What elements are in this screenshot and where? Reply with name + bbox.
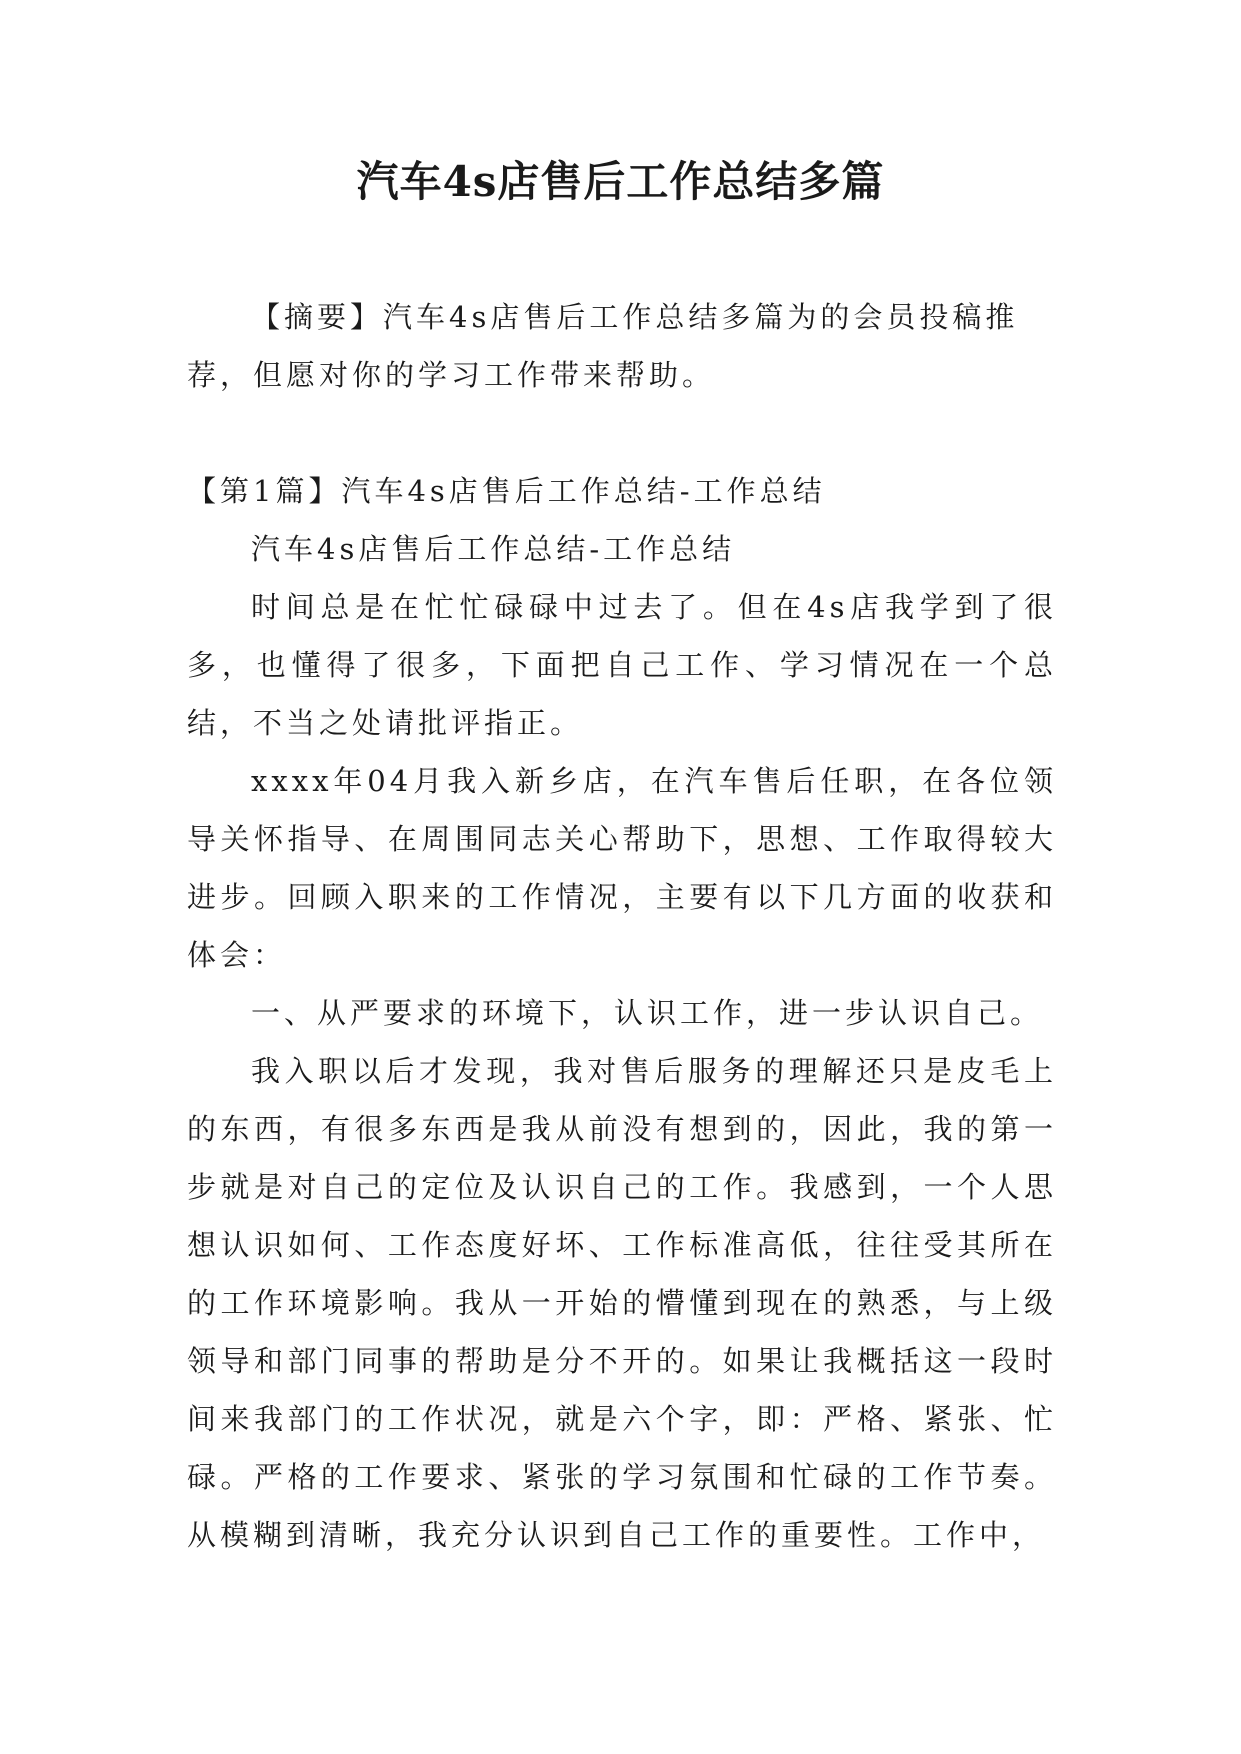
section-1 xyxy=(187,462,1057,1564)
document-title: 汽车4s店售后工作总结多篇 xyxy=(356,157,885,206)
section-heading: 【第1篇】汽车4s店售后工作总结-工作总结 xyxy=(187,474,826,508)
subheading-paragraph: 一、从严要求的环境下，认识工作，进一步认识自己。 xyxy=(251,996,1044,1030)
body-paragraph: 时间总是在忙忙碌碌中过去了。但在4s店我学到了很多，也懂得了很多，下面把自己工作、学习情况在一个总结，不当之处请批评指正。 xyxy=(187,590,1057,740)
body-paragraph: 我入职以后才发现，我对售后服务的理解还只是皮毛上的东西，有很多东西是我从前没有想到的，因此，我的第一步就是对自己的定位及认识自己的工作。我感到，一个人思想认识如何、工作态度好坏、工作标准高低，往往受其所在的工作环境影响。我从一开始的懵懂到现在的熟悉，与上级领导和部门同事的帮助是分不开的。如果让我概括这一段时间来我部门的工作状况，就是六个字，即：严格、紧张、忙碌。严格的工作要求、紧张的学习氛围和忙碌的工作节奏。从模糊到清晰，我充分认识到自己工作的重要性。工作中， xyxy=(187,1054,1057,1552)
abstract-paragraph: 【摘要】汽车4s店售后工作总结多篇为的会员投稿推荐，但愿对你的学习工作带来帮助。 xyxy=(187,300,1019,392)
body-paragraph: xxxx年04月我入新乡店，在汽车售后任职，在各位领导关怀指导、在周围同志关心帮助下，思想、工作取得较大进步。回顾入职来的工作情况，主要有以下几方面的收获和体会： xyxy=(187,764,1057,972)
subtitle-paragraph: 汽车4s店售后工作总结-工作总结 xyxy=(251,532,736,566)
